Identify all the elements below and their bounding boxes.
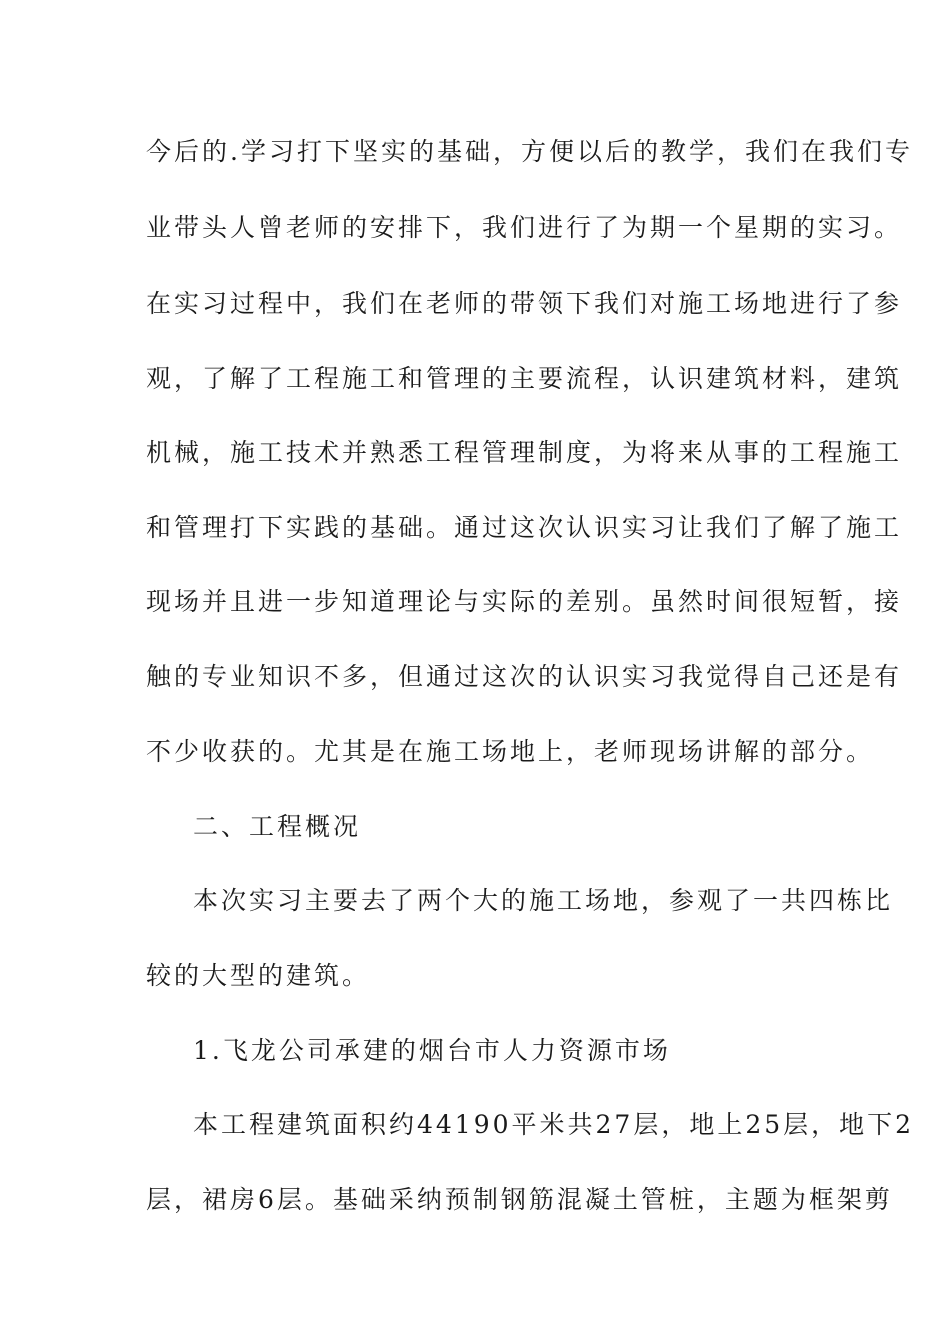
paragraph-line: 本工程建筑面积约44190平米共27层，地上25层，地下2 [193, 1110, 915, 1139]
paragraph-line: 不少收获的。尤其是在施工场地上，老师现场讲解的部分。 [146, 737, 875, 766]
paragraph-line: 和管理打下实践的基础。通过这次认识实习让我们了解了施工 [146, 513, 903, 542]
paragraph-line: 较的大型的建筑。 [146, 961, 371, 990]
paragraph-line: 现场并且进一步知道理论与实际的差别。虽然时间很短暂，接 [146, 587, 903, 616]
paragraph-line: 机械，施工技术并熟悉工程管理制度，为将来从事的工程施工 [146, 438, 903, 467]
paragraph-line: 触的专业知识不多，但通过这次的认识实习我觉得自己还是有 [146, 662, 903, 691]
paragraph-line: 在实习过程中，我们在老师的带领下我们对施工场地进行了参 [146, 289, 903, 318]
subsection-heading: 1.飞龙公司承建的烟台市人力资源市场 [193, 1036, 671, 1065]
paragraph-line: 层，裙房6层。基础采纳预制钢筋混凝土管桩，主题为框架剪 [146, 1185, 893, 1214]
section-heading: 二、工程概况 [193, 812, 362, 841]
paragraph-line: 今后的.学习打下坚实的基础，方便以后的教学，我们在我们专 [146, 137, 913, 166]
paragraph-line: 本次实习主要去了两个大的施工场地，参观了一共四栋比 [193, 886, 894, 915]
paragraph-line: 观，了解了工程施工和管理的主要流程，认识建筑材料，建筑 [146, 364, 903, 393]
paragraph-line: 业带头人曾老师的安排下，我们进行了为期一个星期的实习。 [146, 213, 903, 242]
